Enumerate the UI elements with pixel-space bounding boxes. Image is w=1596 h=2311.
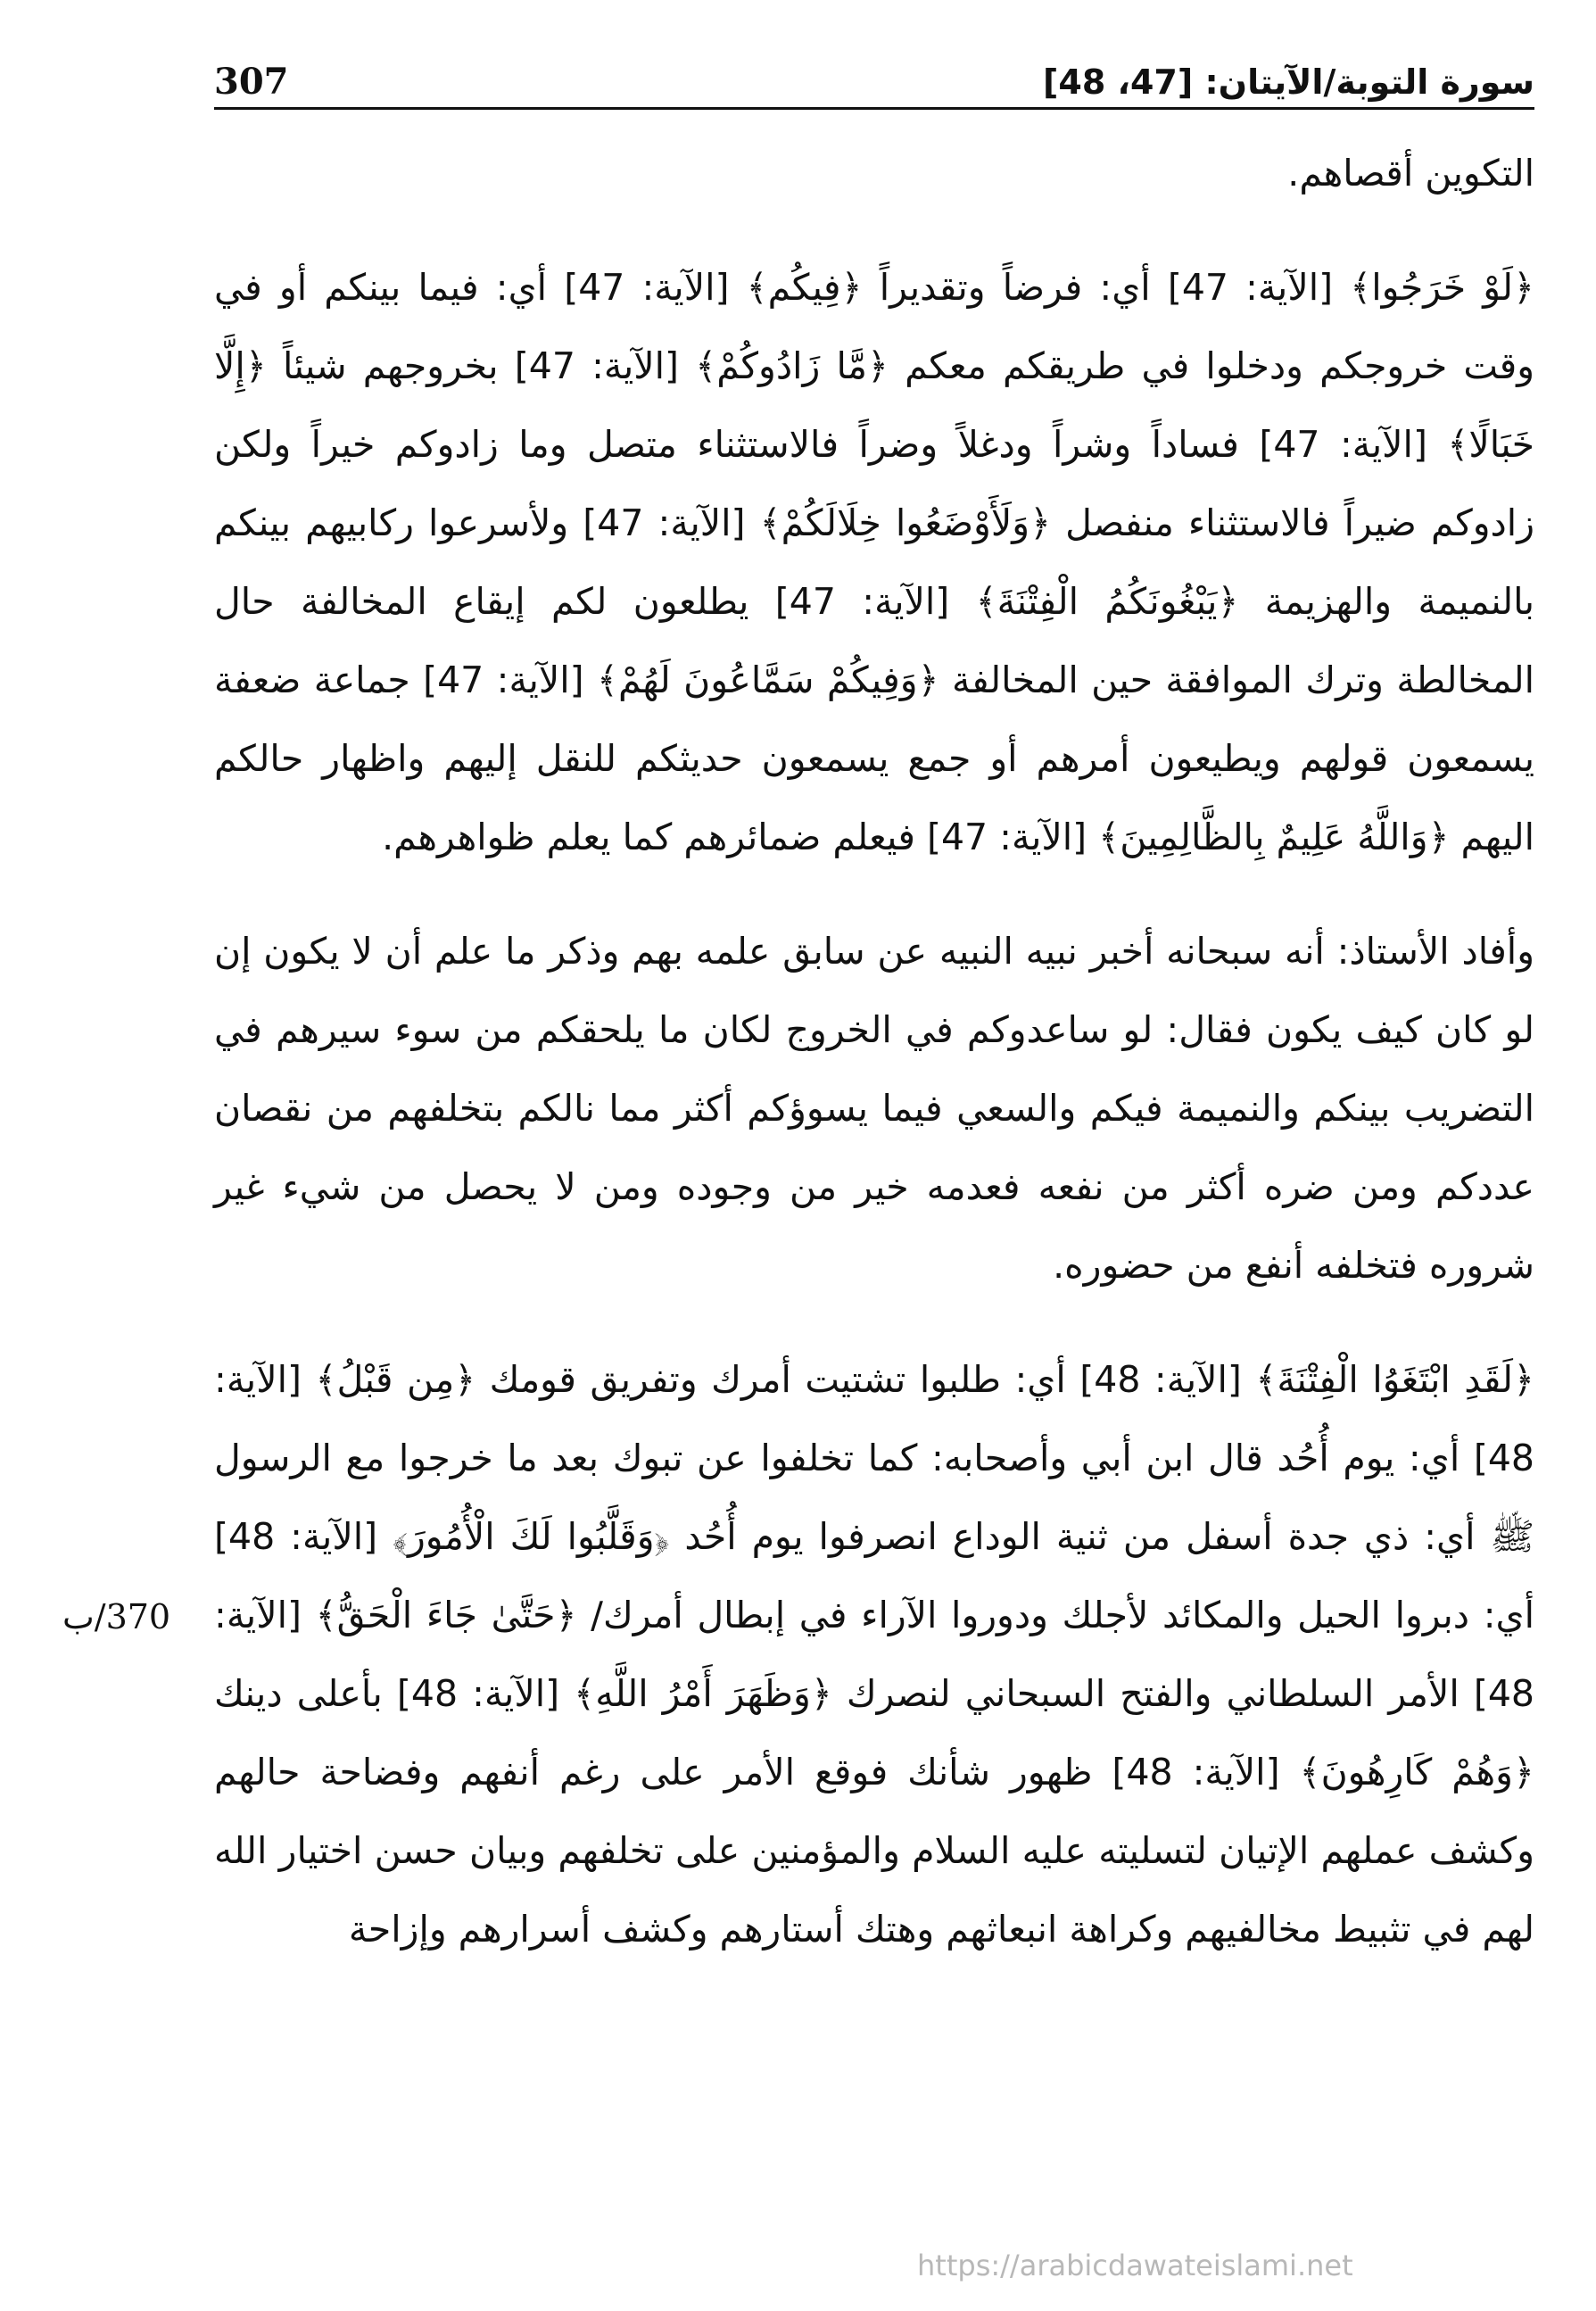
page-header (214, 43, 1534, 110)
paragraph-1: التكوين أقصاهم. (1287, 152, 1534, 195)
source-watermark: https://arabicdawateislami.net (917, 2249, 1353, 2282)
page-number: 307 (214, 61, 289, 103)
page-body (214, 134, 1534, 1968)
paragraph-3: وأفاد الأستاذ: أنه سبحانه أخبر نبيه النبيه عن سابق علمه بهم وذكر ما علم أن لا يكون إن لو كان كيف يكون فقال: لو ساعدوكم في الخروج لكان ما يلحقكم من سوء سيرهم في التضريب بينكم والنميمة فيكم والسعي فيما يسوؤكم أكثر مما نالكم بتخلفهم من نقصان عددكم ومن ضره أكثر من نفعه فعدمه خير من وجوده ومن لا يحصل من شيء غير شروره فتخلفه أنفع من حضوره. (214, 930, 1534, 1287)
running-title: سورة التوبة/الآيتان: [47، 48] (1043, 62, 1534, 102)
manuscript-folio-note: 370/ب (62, 1597, 171, 1636)
paragraph-4: ﴿لَقَدِ ابْتَغَوُا الْفِتْنَةَ﴾ [الآية: 48] أي: طلبوا تشتيت أمرك وتفريق قومك ﴿مِن قَبْلُ﴾ [الآية: 48] أي: يوم أُحُد قال ابن أبي وأصحابه: كما تخلفوا عن تبوك بعد ما خرجوا مع الرسول ﷺ أي: ذي جدة أسفل من ثنية الوداع انصرفوا يوم أُحُد ﴿وَقَلَّبُوا لَكَ الْأُمُورَ﴾ [الآية: 48] أي: دبروا الحيل والمكائد لأجلك ودوروا الآراء في إبطال أمرك/ ﴿حَتَّىٰ جَاءَ الْحَقُّ﴾ [الآية: 48] الأمر السلطاني والفتح السبحاني لنصرك ﴿وَظَهَرَ أَمْرُ اللَّهِ﴾ [الآية: 48] بأعلى دينك ﴿وَهُمْ كَارِهُونَ﴾ [الآية: 48] ظهور شأنك فوقع الأمر على رغم أنفهم وفضاحة حالهم وكشف عملهم الإتيان لتسليته عليه السلام والمؤمنين على تخلفهم وبيان حسن اختيار الله لهم في تثبيط مخالفيهم وكراهة انبعاثهم وهتك أستارهم وكشف أسرارهم وإزاحة (214, 1358, 1535, 1951)
paragraph-2: ﴿لَوْ خَرَجُوا﴾ [الآية: 47] أي: فرضاً وتقديراً ﴿فِيكُم﴾ [الآية: 47] أي: فيما بينكم أو في وقت خروجكم ودخلوا في طريقكم معكم ﴿مَّا زَادُوكُمْ﴾ [الآية: 47] بخروجهم شيئاً ﴿إِلَّا خَبَالًا﴾ [الآية: 47] فساداً وشراً ودغلاً وضراً فالاستثناء متصل وما زادوكم خيراً ولكن زادوكم ضيراً فالاستثناء منفصل ﴿وَلَأَوْضَعُوا خِلَالَكُمْ﴾ [الآية: 47] ولأسرعوا ركابيهم بينكم بالنميمة والهزيمة ﴿يَبْغُونَكُمُ الْفِتْنَةَ﴾ [الآية: 47] يطلعون لكم إيقاع المخالفة حال المخالطة وترك الموافقة حين المخالفة ﴿وَفِيكُمْ سَمَّاعُونَ لَهُمْ﴾ [الآية: 47] جماعة ضعفة يسمعون قولهم ويطيعون أمرهم أو جمع يسمعون حديثكم للنقل إليهم واظهار حالكم اليهم ﴿وَاللَّهُ عَلِيمٌ بِالظَّالِمِينَ﴾ [الآية: 47] فيعلم ضمائرهم كما يعلم ظواهرهم. (214, 266, 1535, 858)
